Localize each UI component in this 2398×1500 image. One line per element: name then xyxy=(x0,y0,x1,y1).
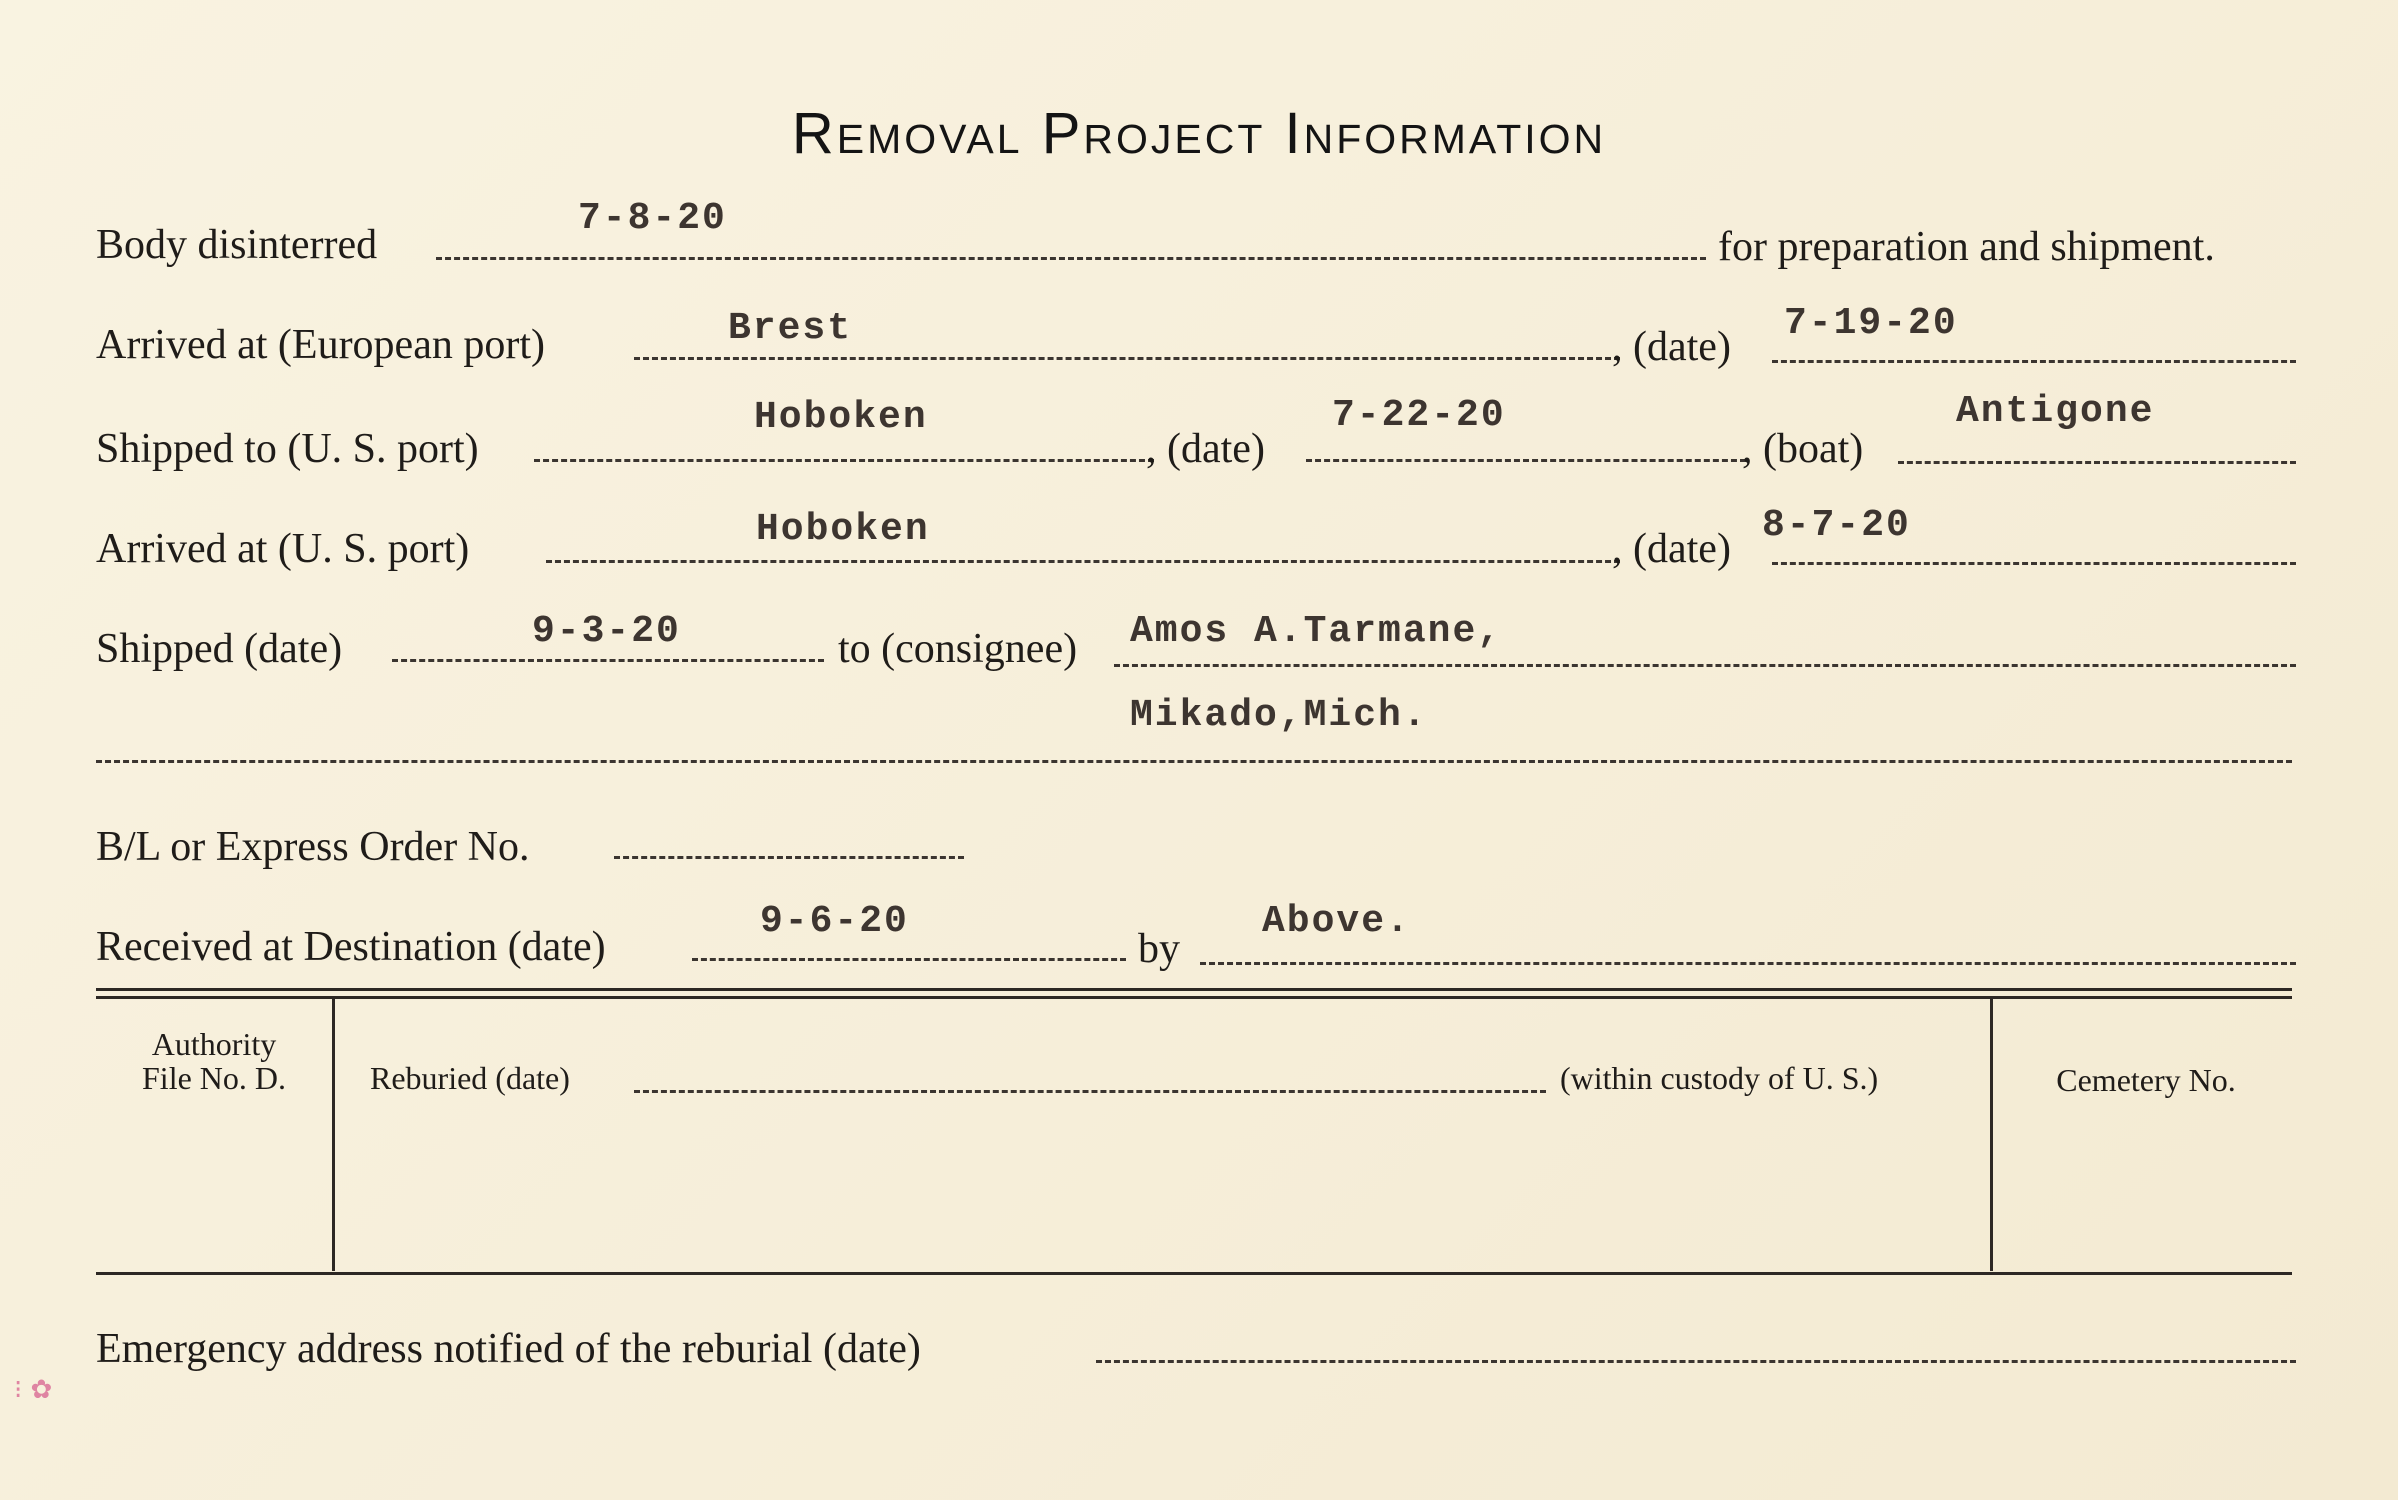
received-by-value: Above. xyxy=(1262,900,1411,943)
shipped-date-line xyxy=(392,659,824,662)
shipped-to-us-label: Shipped to (U. S. port) xyxy=(96,426,479,472)
disinterred-date-value: 7-8-20 xyxy=(578,197,727,240)
received-by-line xyxy=(1200,962,2296,965)
consignee-line-2 xyxy=(96,760,2292,763)
authority-label-line1: Authority xyxy=(151,1026,277,1062)
by-label: by xyxy=(1138,926,1180,972)
european-date-value: 7-19-20 xyxy=(1784,302,1958,345)
received-dest-label: Received at Destination (date) xyxy=(96,924,606,970)
emergency-line xyxy=(1096,1360,2296,1363)
received-date-value: 9-6-20 xyxy=(760,900,909,943)
european-date-line xyxy=(1772,360,2296,363)
reburied-date-line xyxy=(634,1090,1546,1093)
us-port-shipped-value: Hoboken xyxy=(754,396,928,439)
double-rule-top xyxy=(96,988,2292,991)
authority-label-line2: File No. D. xyxy=(142,1060,286,1096)
consignee-line2-value: Mikado,Mich. xyxy=(1130,694,1428,737)
table-bottom-rule xyxy=(96,1272,2292,1275)
ink-stamp-mark: ⁝ ✿ xyxy=(14,1375,53,1405)
boat-value: Antigone xyxy=(1956,390,2155,433)
body-disinterred-line xyxy=(436,257,1706,260)
arrived-european-label: Arrived at (European port) xyxy=(96,322,545,368)
page-title: Removal Project Information xyxy=(791,101,1607,166)
us-arrived-date-label: , (date) xyxy=(1612,526,1731,572)
bl-express-line xyxy=(614,856,964,859)
table-divider-left xyxy=(332,999,335,1271)
body-disinterred-label: Body disinterred xyxy=(96,222,378,268)
boat-label: , (boat) xyxy=(1742,426,1864,472)
european-date-label: , (date) xyxy=(1612,324,1731,370)
received-date-line xyxy=(692,958,1126,961)
us-port-arrived-line xyxy=(546,560,1620,563)
us-arrived-date-value: 8-7-20 xyxy=(1762,504,1911,547)
consignee-line-1 xyxy=(1114,664,2296,667)
cemetery-no-label: Cemetery No. xyxy=(2056,1062,2236,1098)
us-arrived-date-line xyxy=(1772,562,2296,565)
reburied-date-label: Reburied (date) xyxy=(370,1060,570,1096)
european-port-line xyxy=(634,357,1620,360)
within-custody-label: (within custody of U. S.) xyxy=(1560,1060,1879,1096)
us-port-arrived-value: Hoboken xyxy=(756,508,930,551)
boat-line xyxy=(1898,461,2296,464)
bl-express-label: B/L or Express Order No. xyxy=(96,824,530,870)
us-shipped-date-label: , (date) xyxy=(1146,426,1265,472)
table-divider-right xyxy=(1990,999,1993,1271)
for-preparation-label: for preparation and shipment. xyxy=(1718,224,2215,270)
to-consignee-label: to (consignee) xyxy=(838,626,1078,672)
arrived-us-label: Arrived at (U. S. port) xyxy=(96,526,470,572)
emergency-label: Emergency address notified of the reburial (date) xyxy=(96,1326,921,1372)
us-shipped-date-value: 7-22-20 xyxy=(1332,394,1506,437)
shipped-date-label: Shipped (date) xyxy=(96,626,343,672)
double-rule-bottom xyxy=(96,996,2292,999)
shipped-date-value: 9-3-20 xyxy=(532,610,681,653)
european-port-value: Brest xyxy=(728,307,853,350)
consignee-line1-value: Amos A.Tarmane, xyxy=(1130,610,1503,653)
us-port-shipped-line xyxy=(534,459,1154,462)
us-shipped-date-line xyxy=(1306,459,1746,462)
